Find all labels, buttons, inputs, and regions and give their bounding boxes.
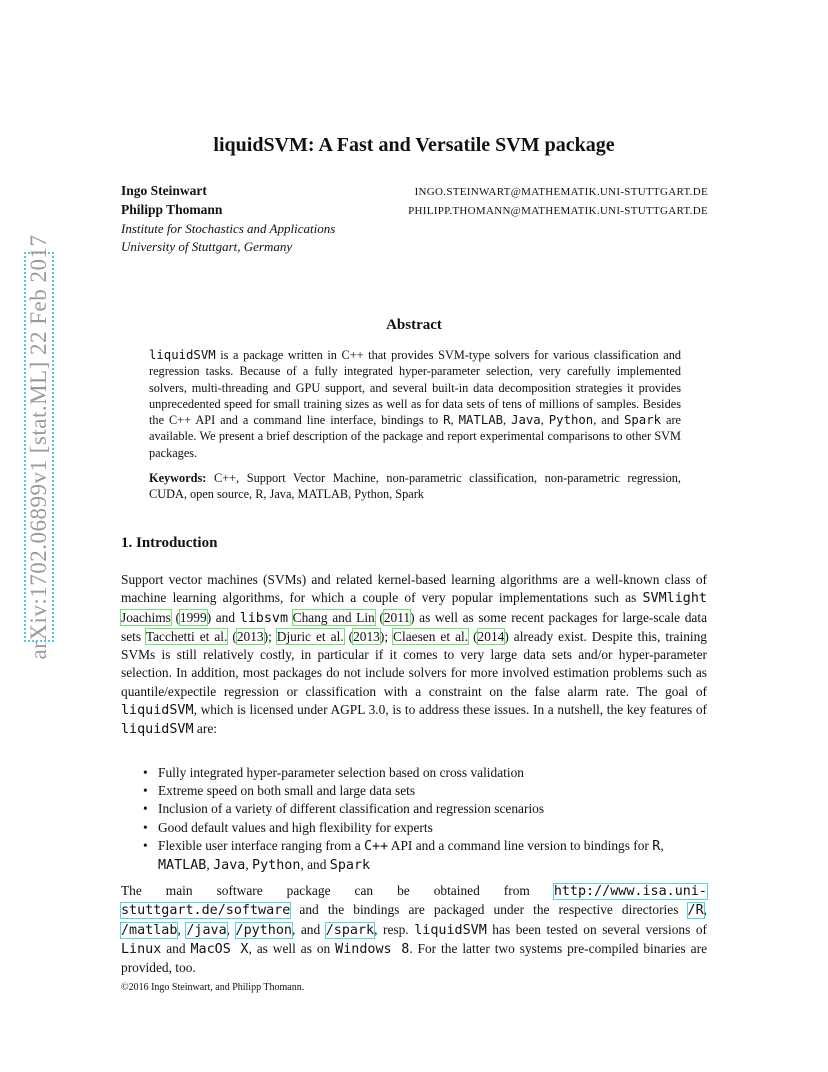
affiliation-line-1: Institute for Stochastics and Applications xyxy=(121,221,336,236)
code-liquidsvm: liquidSVM xyxy=(121,722,194,738)
keywords-text: C++, Support Vector Machine, non-parametric classification, non-parametric regression, CUDA, open source, R, Java, MATLAB, Python, Spark xyxy=(149,471,681,502)
bullet-icon: • xyxy=(143,801,148,817)
citation-link[interactable]: 1999 xyxy=(179,609,207,625)
code-windows: Windows 8 xyxy=(335,941,410,957)
keywords xyxy=(149,470,681,503)
author-name-2: Philipp Thomann xyxy=(121,202,223,217)
code-liquidsvm: liquidSVM xyxy=(149,348,216,362)
author-email-1: INGO.STEINWART@MATHEMATIK.UNI-STUTTGART.DE xyxy=(414,186,708,198)
list-item: • Extreme speed on both small and large data sets xyxy=(141,782,711,800)
bullet-icon: • xyxy=(143,765,148,780)
citation-link[interactable]: 2013 xyxy=(236,628,264,644)
code-r: R xyxy=(443,413,451,428)
software-paragraph: The main software package can be obtained from http://www.isa.uni-stuttgart.de/software and the bindings are packaged under the respective directories /R, /matlab, /java, /python, and /spark, resp. liquidSVM has been tested on several versions of Linux and MacOS X, as well as on Windows 8. For the latter two systems pre-compiled binaries are provided, too. xyxy=(121,883,708,976)
code-liquidsvm: liquidSVM xyxy=(414,922,487,938)
software-url-link[interactable]: http://www.isa.uni-stuttgart.de/software xyxy=(121,884,707,919)
code-matlab: MATLAB xyxy=(158,858,207,874)
code-liquidsvm: liquidSVM xyxy=(121,703,194,719)
code-matlab: MATLAB xyxy=(458,413,504,428)
intro-paragraph: Support vector machines (SVMs) and related kernel-based learning algorithms are a well-known class of machine learning algorithms, for which a couple of very popular implementations such as SVMlight Joachims (1999) and libsvm Chang and Lin (2011) as well as some recent packages for large-scale data sets Tacchetti et al. (2013); Djuric et al. (2013); Claesen et al. (2014) already exist. Despite this, training SVMs is still relatively costly, in particular if it comes to very large data sets and/or hyper-parameter selection. In addition, most packages do not include solvers for more involved estimation problems such as quantile/expectile regression or classification with a constraint on the false alarm rate. The goal of liquidSVM, which is licensed under AGPL 3.0, is to address these issues. In a nutshell, the key features of liquidSVM are: xyxy=(121,572,708,738)
paper-title: liquidSVM: A Fast and Versatile SVM package xyxy=(213,134,615,156)
list-item: • Flexible user interface ranging from a C++ API and a command line version to bindings for R, MATLAB, Java, Python, and Spark xyxy=(143,837,664,874)
arxiv-stamp-text: arXiv:1702.06899v1 [stat.ML] 22 Feb 2017 xyxy=(26,234,51,660)
list-item: • Fully integrated hyper-parameter selection based on cross validation xyxy=(141,764,711,782)
citation-link[interactable]: 2013 xyxy=(353,628,380,644)
author-email-2: PHILIPP.THOMANN@MATHEMATIK.UNI-STUTTGART.DE xyxy=(408,205,708,217)
citation-link[interactable]: Tacchetti et al. xyxy=(145,628,228,644)
author-name-1: Ingo Steinwart xyxy=(121,183,207,198)
abstract-heading: Abstract xyxy=(386,317,442,333)
copyright-notice: ©2016 Ingo Steinwart, and Philipp Thomann. xyxy=(121,982,305,993)
citation-link[interactable]: Claesen et al. xyxy=(393,628,469,644)
citation-link[interactable]: Joachims xyxy=(121,609,171,625)
bullet-icon: • xyxy=(143,783,148,799)
code-r: R xyxy=(652,838,661,854)
feature-list xyxy=(141,764,711,875)
bullet-icon: • xyxy=(143,837,148,853)
citation-link[interactable]: Chang and Lin xyxy=(292,609,375,625)
code-spark: Spark xyxy=(623,413,662,428)
dir-link-python[interactable]: /python xyxy=(235,922,292,938)
code-libsvm: libsvm xyxy=(239,610,289,626)
code-macos: MacOS X xyxy=(190,941,249,957)
section-heading-introduction: 1. Introduction xyxy=(121,535,218,551)
code-linux: Linux xyxy=(121,941,162,957)
bullet-icon: • xyxy=(143,819,148,835)
dir-link-spark[interactable]: /spark xyxy=(325,922,375,938)
affiliation-line-2: University of Stuttgart, Germany xyxy=(121,239,293,254)
abstract-body: liquidSVM is a package written in C++ that provides SVM-type solvers for various classification and regression tasks. Because of a fully integrated hyper-parameter selection, very carefully implemented solvers, multi-threading and GPU support, and several built-in data decomposition strategies it provides unprecedented speed for small training sizes as well as for data sets of tens of millions of samples. Besides the C++ API and a command line interface, bindings to R, MATLAB, Java, Python, and Spark are available. We present a brief description of the package and report experimental comparisons to other SVM packages. xyxy=(149,348,682,460)
code-java: Java xyxy=(213,858,246,874)
dir-link-r[interactable]: /R xyxy=(687,903,704,919)
code-spark: Spark xyxy=(329,858,371,874)
code-java: Java xyxy=(511,413,541,428)
code-python: Python xyxy=(252,858,301,874)
citation-link[interactable]: 2014 xyxy=(477,628,505,644)
code-cpp: C++ xyxy=(364,838,389,854)
code-svmlight: SVMlight xyxy=(642,591,707,607)
citation-link[interactable]: Djuric et al. xyxy=(276,628,344,644)
list-item: • Good default values and high flexibility for experts xyxy=(141,819,711,837)
dir-link-matlab[interactable]: /matlab xyxy=(121,922,178,938)
citation-link[interactable]: 2011 xyxy=(383,609,411,625)
code-python: Python xyxy=(548,413,594,428)
keywords-label: Keywords: xyxy=(149,471,207,485)
list-item: • Inclusion of a variety of different classification and regression scenarios xyxy=(141,800,711,818)
arxiv-stamp[interactable] xyxy=(24,234,54,660)
dir-link-java[interactable]: /java xyxy=(186,922,227,938)
